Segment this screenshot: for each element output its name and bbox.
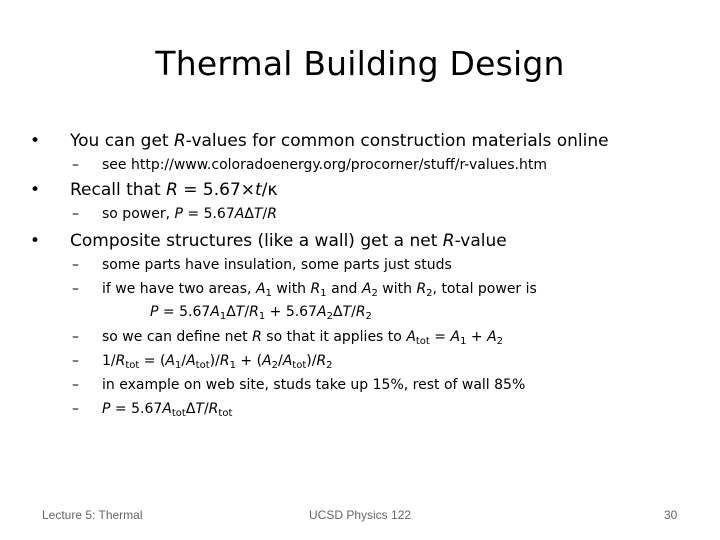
bullet-3-sub-5-text: in example on web site, studs take up 15%, rest of wall 85% xyxy=(102,377,526,393)
bullet-marker: • xyxy=(30,231,41,251)
bullet-2-text: Recall that R = 5.67×t/κ xyxy=(70,180,278,200)
dash-marker: – xyxy=(72,353,79,369)
dash-marker: – xyxy=(72,401,79,417)
dash-marker: – xyxy=(72,157,79,173)
bullet-3-sub-2-continued: $P = 5.67A_1\Delta T/R_1 + 5.67A_2\Delta T/R_2$ xyxy=(150,304,372,322)
bullet-1-sub-1-text: see http://www.coloradoenergy.org/procorner/stuff/r-values.htm xyxy=(102,157,547,173)
bullet-3-sub-4-text: $1/R_{tot} = (A_1/A_{tot})/R_1 + (A_2/A_{tot})/R_2$ xyxy=(102,353,333,371)
bullet-marker: • xyxy=(30,131,41,151)
bullet-1-text: You can get R-values for common construction materials online xyxy=(70,131,609,151)
footer-lecture: Lecture 5: Thermal xyxy=(42,508,143,522)
dash-marker: – xyxy=(72,206,79,222)
bullet-3-sub-6-text: $P = 5.67A_{tot}\Delta T/R_{tot}$ xyxy=(102,401,233,419)
slide-title: Thermal Building Design xyxy=(155,44,565,83)
footer-page-number: 30 xyxy=(664,508,678,522)
footer-course: UCSD Physics 122 xyxy=(309,508,412,522)
dash-marker: – xyxy=(72,257,79,273)
dash-marker: – xyxy=(72,329,79,345)
dash-marker: – xyxy=(72,377,79,393)
bullet-3-sub-1-text: some parts have insulation, some parts just studs xyxy=(102,257,452,273)
bullet-2-sub-1-text: so power, P = 5.67AΔT/R xyxy=(102,206,277,222)
bullet-3-sub-2-text: if we have two areas, $A_1$ with $R_1$ and $A_2$ with $R_2$, total power is xyxy=(102,281,537,299)
dash-marker: – xyxy=(72,281,79,297)
bullet-3-sub-3-text: so we can define net R so that it applies to $A_{tot} = A_1 + A_2$ xyxy=(102,329,504,347)
bullet-marker: • xyxy=(30,180,41,200)
bullet-3-text: Composite structures (like a wall) get a net R-value xyxy=(70,231,507,251)
